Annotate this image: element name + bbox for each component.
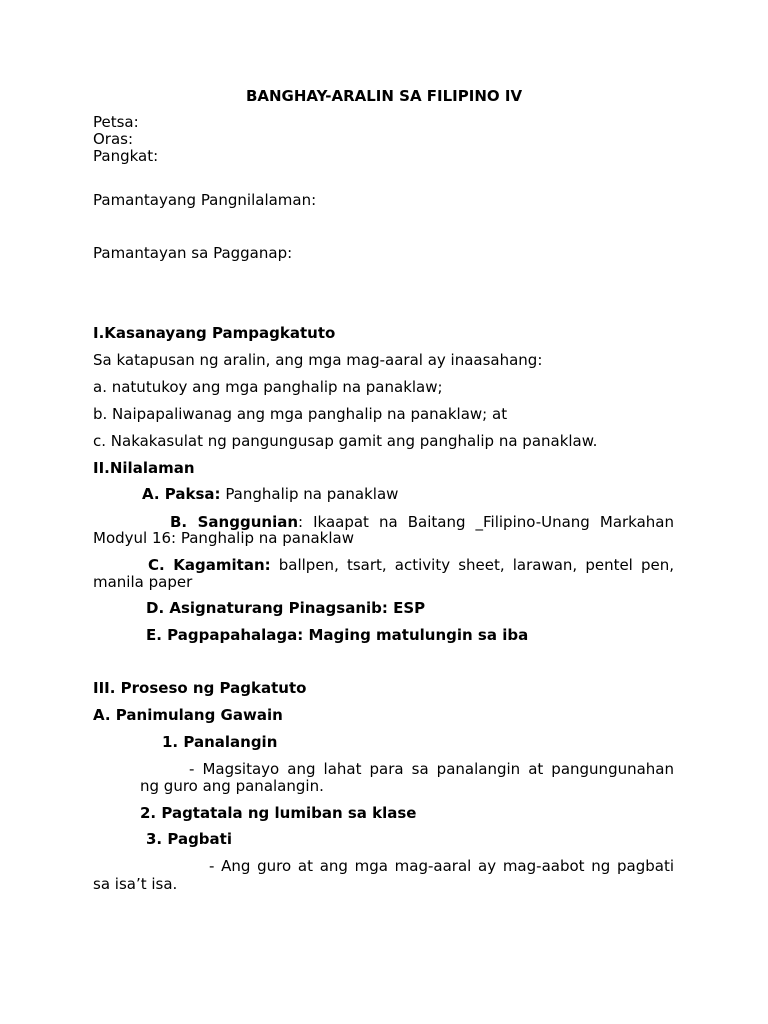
objective-b: b. Naipapaliwanag ang mga panghalip na panaklaw; at: [93, 405, 508, 423]
kagamitan-line: [93, 557, 674, 574]
pagbati-item: 3. Pagbati: [146, 830, 232, 848]
paksa-line: [142, 486, 398, 503]
kagamitan-value: ballpen, tsart, activity sheet, larawan, pentel pen,: [270, 556, 675, 574]
section3-heading: III. Proseso ng Pagkatuto: [93, 679, 307, 697]
pamantayan-sa-pagganap: Pamantayan sa Pagganap:: [93, 244, 293, 262]
pagbati-text: - Ang guro at ang mga mag-aaral ay mag-aabot ng pagbati: [209, 857, 674, 875]
panalangin-text-continuation: ng guro ang panalangin.: [140, 777, 324, 795]
paksa-value: Panghalip na panaklaw: [220, 485, 399, 503]
section1-intro: Sa katapusan ng aralin, ang mga mag-aaral ay inaasahang:: [93, 351, 543, 369]
panimulang-gawain-heading: A. Panimulang Gawain: [93, 706, 283, 724]
pagbati-text-continuation: sa isa’t isa.: [93, 875, 178, 893]
panalangin-item: 1. Panalangin: [162, 733, 278, 751]
pagtatala-item: 2. Pagtatala ng lumiban sa klase: [140, 804, 417, 822]
kagamitan-continuation: manila paper: [93, 573, 193, 591]
oras-field: Oras:: [93, 130, 134, 148]
objective-c: c. Nakakasulat ng pangungusap gamit ang panghalip na panaklaw.: [93, 432, 598, 450]
section2-heading: II.Nilalaman: [93, 459, 195, 477]
pagpapahalaga-line: E. Pagpapahalaga: Maging matulungin sa iba: [146, 626, 529, 644]
paksa-label: A. Paksa:: [142, 485, 221, 503]
objective-a: a. natutukoy ang mga panghalip na panaklaw;: [93, 378, 443, 396]
document-title: BANGHAY-ARALIN SA FILIPINO IV: [245, 87, 523, 105]
pangkat-field: Pangkat:: [93, 147, 159, 165]
sanggunian-label: B. Sanggunian: [170, 513, 299, 531]
kagamitan-label: C. Kagamitan:: [148, 556, 271, 574]
petsa-field: Petsa:: [93, 113, 139, 131]
pamantayang-pangnilalaman: Pamantayang Pangnilalaman:: [93, 191, 317, 209]
asignatura-line: D. Asignaturang Pinagsanib: ESP: [146, 599, 426, 617]
sanggunian-value: : Ikaapat na Baitang _Filipino-Unang Markahan: [298, 513, 674, 531]
section1-heading: I.Kasanayang Pampagkatuto: [93, 324, 336, 342]
panalangin-text: - Magsitayo ang lahat para sa panalangin at pangungunahan: [189, 760, 674, 778]
sanggunian-continuation: Modyul 16: Panghalip na panaklaw: [93, 529, 354, 547]
